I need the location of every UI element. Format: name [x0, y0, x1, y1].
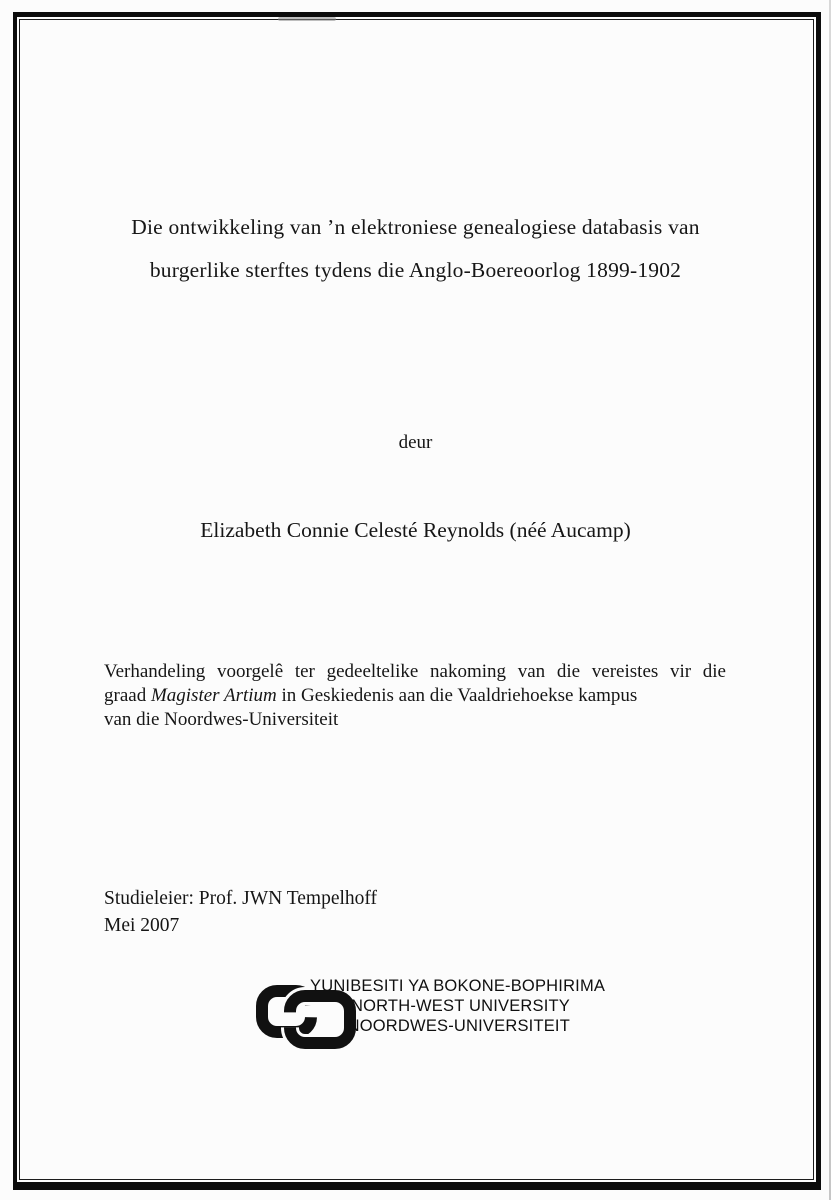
submission-note-line2	[104, 684, 726, 708]
submission-note	[104, 660, 726, 732]
thesis-title-line1: Die ontwikkeling van ’n elektroniese genealogiese databasis van	[131, 215, 700, 239]
submission-note-line1: Verhandeling voorgelê ter gedeeltelike nakoming van die vereistes vir die	[104, 661, 726, 682]
scan-smudge	[278, 17, 336, 21]
degree-prefix: graad	[104, 685, 151, 706]
degree-name: Magister Artium	[150, 685, 277, 706]
thesis-title-line2: burgerlike sterftes tydens die Anglo-Boereoorlog 1899-1902	[149, 258, 682, 282]
logo-line-setswana: YUNIBESITI YA BOKONE-BOPHIRIMA	[310, 977, 606, 995]
university-logo-text	[310, 976, 606, 1036]
date-line: Mei 2007	[104, 915, 180, 936]
degree-suffix: in Geskiedenis aan die Vaaldriehoekse kampus	[276, 685, 638, 706]
byline-preposition: deur	[398, 432, 433, 453]
logo-line-english: NORTH-WEST UNIVERSITY	[350, 997, 570, 1015]
logo-line-afrikaans: NOORDWES-UNIVERSITEIT	[347, 1017, 570, 1035]
supervisor-block	[104, 885, 377, 939]
submission-note-line3: van die Noordwes-Universiteit	[104, 709, 339, 730]
supervisor-line: Studieleier: Prof. JWN Tempelhoff	[104, 888, 378, 909]
author-name: Elizabeth Connie Celesté Reynolds (néé Aucamp)	[200, 518, 631, 542]
thesis-title	[40, 206, 791, 292]
